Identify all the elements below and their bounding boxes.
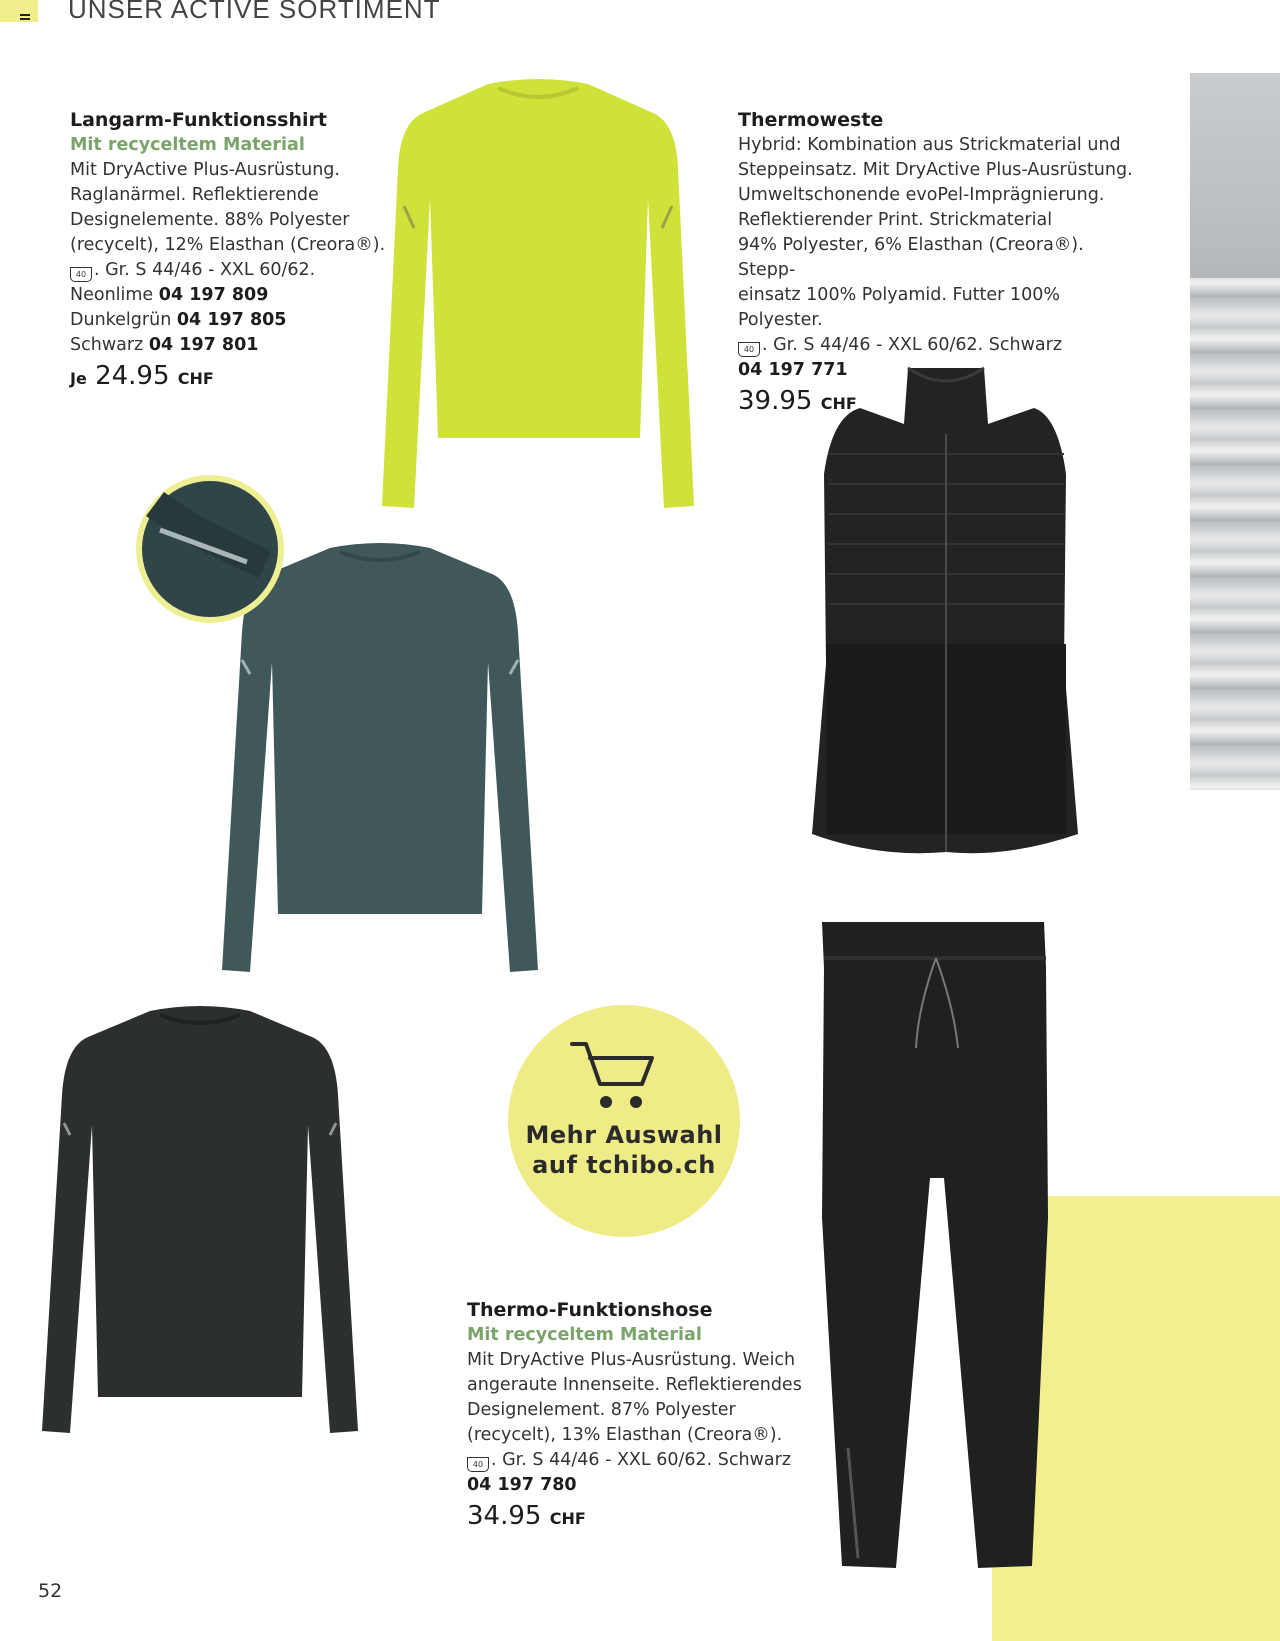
vest-line: Steppeinsatz. Mit DryActive Plus-Ausrüstung. xyxy=(738,160,1133,180)
shirt-price: Je 24.95 CHF xyxy=(70,361,214,391)
pants-highlight: Mit recyceltem Material xyxy=(467,1325,702,1345)
pants-line: Designelement. 87% Polyester xyxy=(467,1400,736,1420)
shirt-line: Designelemente. 88% Polyester xyxy=(70,210,350,230)
vest-line: Umweltschonende evoPel-Imprägnierung. xyxy=(738,185,1105,205)
shirt-sizes: . Gr. S 44/46 - XXL 60/62. xyxy=(94,260,316,280)
decorative-fabric-photo-top xyxy=(1190,73,1280,278)
pants-line: Mit DryActive Plus-Ausrüstung. Weich xyxy=(467,1350,796,1370)
shirt-line: Raglanärmel. Reflektierende xyxy=(70,185,319,205)
thermo-pants-image xyxy=(818,918,1050,1574)
promo-line: auf tchibo.ch xyxy=(532,1151,716,1179)
shirt-description xyxy=(70,108,400,391)
vest-line: Hybrid: Kombination aus Strickmaterial und xyxy=(738,135,1121,155)
shirt-line: (recycelt), 12% Elasthan (Creora®). xyxy=(70,235,386,255)
vest-article-number: 04 197 771 xyxy=(738,360,848,380)
pants-description xyxy=(467,1298,827,1531)
shirt-title: Langarm-Funktionsshirt xyxy=(70,109,327,131)
promo-text[interactable] xyxy=(508,1120,740,1180)
shirt-line: Mit DryActive Plus-Ausrüstung. xyxy=(70,160,340,180)
wash-40-icon: 40 xyxy=(467,1457,489,1472)
vest-title: Thermoweste xyxy=(738,109,884,131)
thermo-vest-image xyxy=(808,364,1084,858)
page-title: UNSER ACTIVE SORTIMENT xyxy=(68,0,441,24)
vest-line: 94% Polyester, 6% Elasthan (Creora®). Stepp- xyxy=(738,235,1084,280)
vest-line: einsatz 100% Polyamid. Futter 100% Polyester. xyxy=(738,285,1060,330)
pants-title: Thermo-Funktionshose xyxy=(467,1299,713,1321)
pants-sizes-line: 40 . Gr. S 44/46 - XXL 60/62. Schwarz xyxy=(467,1448,827,1473)
cart-icon xyxy=(570,1040,656,1112)
shirt-variant: Dunkelgrün 04 197 805 xyxy=(70,310,287,330)
shirt-variant: Neonlime 04 197 809 xyxy=(70,285,269,305)
pants-line: (recycelt), 13% Elasthan (Creora®). xyxy=(467,1425,783,1445)
wash-40-icon: 40 xyxy=(738,342,760,357)
pants-price: 34.95 CHF xyxy=(467,1501,586,1531)
shirt-sizes-line xyxy=(70,258,400,283)
black-shirt-image xyxy=(40,1005,360,1435)
section-tab-marker xyxy=(0,0,38,22)
page-number: 52 xyxy=(38,1580,63,1602)
wash-40-icon: 40 xyxy=(70,267,92,282)
pants-line: angeraute Innenseite. Reflektierendes xyxy=(467,1375,802,1395)
neonlime-shirt-image xyxy=(378,78,698,510)
vest-price: 39.95 CHF xyxy=(738,386,857,416)
vest-sizes-line: 40 . Gr. S 44/46 - XXL 60/62. Schwarz xyxy=(738,333,1138,358)
menu-icon xyxy=(20,14,30,20)
sleeve-detail-zoom xyxy=(135,474,285,624)
promo-line: Mehr Auswahl xyxy=(525,1121,723,1149)
shirt-variant: Schwarz 04 197 801 xyxy=(70,335,259,355)
shirt-highlight: Mit recyceltem Material xyxy=(70,135,305,155)
pants-article-number: 04 197 780 xyxy=(467,1475,577,1495)
vest-line: Reflektierender Print. Strickmaterial xyxy=(738,210,1053,230)
